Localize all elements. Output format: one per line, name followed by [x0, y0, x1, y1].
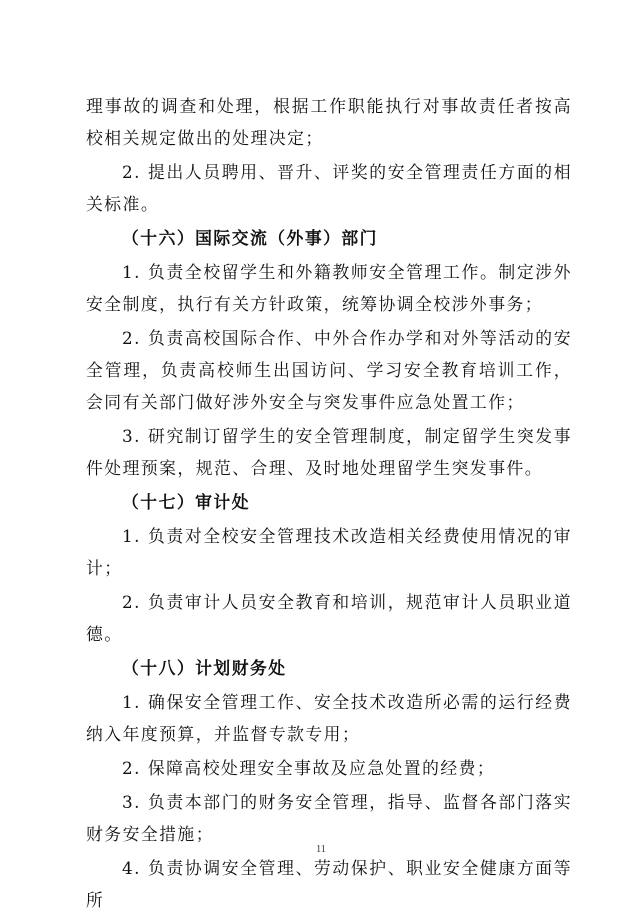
document-body	[86, 90, 572, 918]
body-paragraph: 2. 负责审计人员安全教育和培训，规范审计人员职业道德。	[86, 592, 572, 644]
section-heading: （十八）计划财务处	[122, 658, 287, 678]
body-paragraph: 理事故的调查和处理，根据工作职能执行对事故责任者按高校相关规定做出的处理决定；	[86, 96, 572, 148]
body-paragraph: 1. 确保安全管理工作、安全技术改造所必需的运行经费纳入年度预算，并监督专款专用；	[86, 692, 572, 744]
body-paragraph: 4. 负责协调安全管理、劳动保护、职业安全健康方面等所	[86, 858, 572, 910]
section-heading: （十六）国际交流（外事）部门	[122, 228, 378, 248]
body-paragraph: 3. 负责本部门的财务安全管理，指导、监督各部门落实财务安全措施；	[86, 792, 572, 844]
body-paragraph: 2. 保障高校处理安全事故及应急处置的经费；	[122, 758, 496, 778]
body-paragraph: 3. 研究制订留学生的安全管理制度，制定留学生突发事件处理预案，规范、合理、及时地处理留学生突发事件。	[86, 426, 572, 478]
body-paragraph: 2. 提出人员聘用、晋升、评奖的安全管理责任方面的相关标准。	[86, 162, 572, 214]
page-number: 11	[316, 844, 326, 855]
section-heading: （十七）审计处	[122, 492, 250, 512]
body-paragraph: 1. 负责全校留学生和外籍教师安全管理工作。制定涉外安全制度，执行有关方针政策，统筹协调全校涉外事务；	[86, 262, 572, 314]
body-paragraph: 1. 负责对全校安全管理技术改造相关经费使用情况的审计；	[86, 526, 572, 578]
body-paragraph: 2. 负责高校国际合作、中外合作办学和对外等活动的安全管理，负责高校师生出国访问、学习安全教育培训工作，会同有关部门做好涉外安全与突发事件应急处置工作；	[86, 328, 572, 412]
